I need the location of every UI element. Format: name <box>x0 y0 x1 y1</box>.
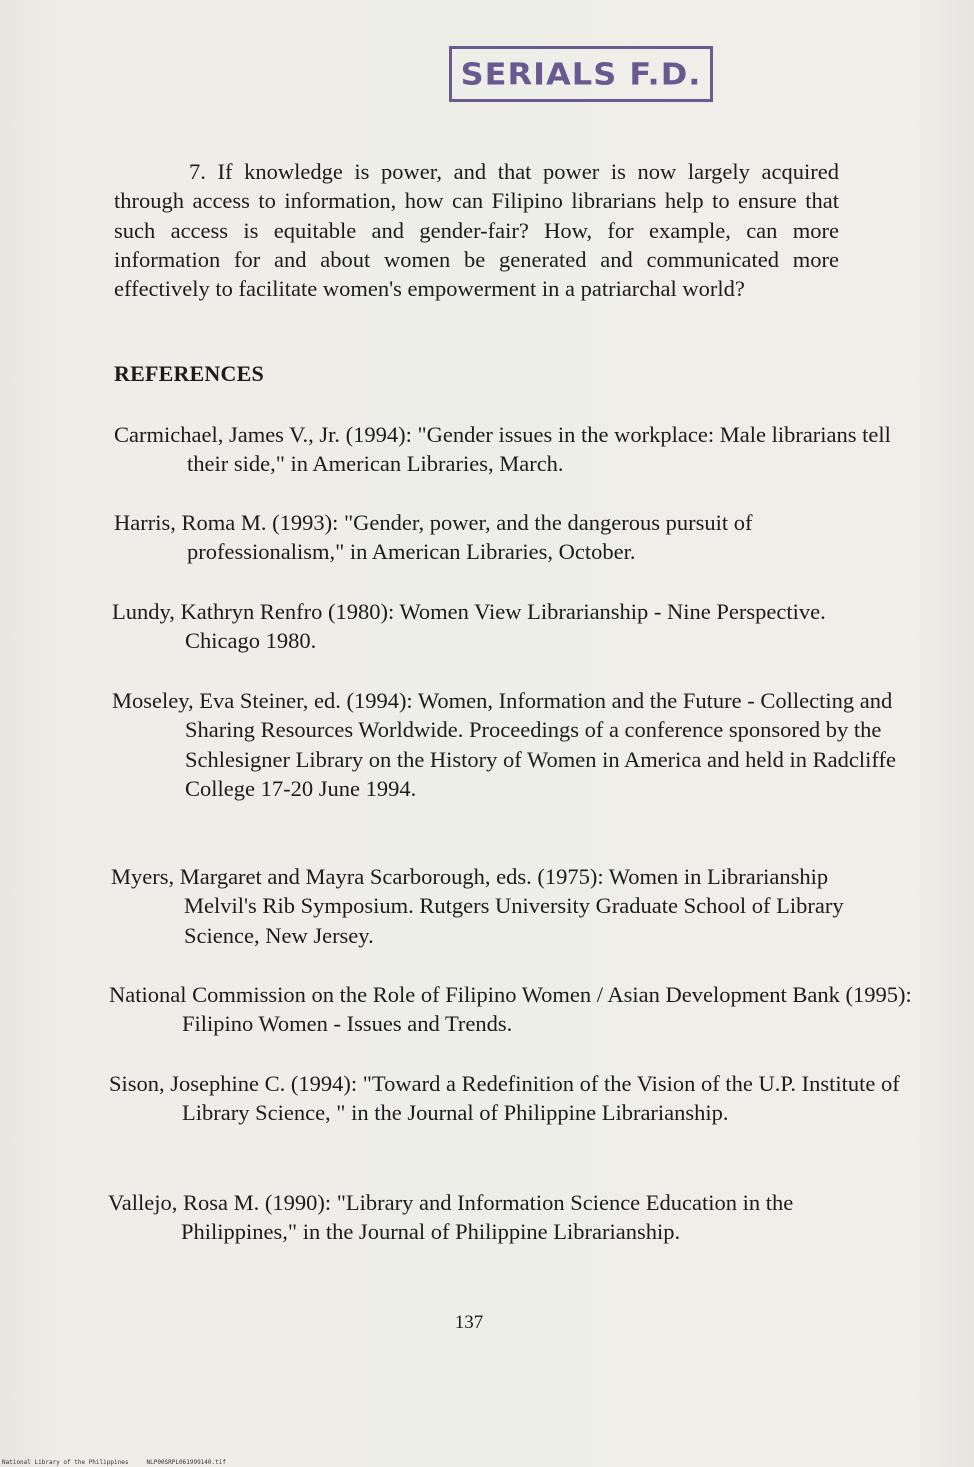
serials-stamp-text: SERIALS F.D. <box>460 55 702 93</box>
reference-item: National Commission on the Role of Filipino Women / Asian Development Bank (1995): Filipino Women - Issues and Trends. <box>109 982 912 1037</box>
reference-item: Vallejo, Rosa M. (1990): "Library and Information Science Education in the Philippines," in the Journal of Philippine Librarianship. <box>108 1190 794 1245</box>
footer-source: National Library of the Philippines <box>2 1459 129 1466</box>
reference-item: Myers, Margaret and Mayra Scarborough, eds. (1975): Women in Librarianship Melvil's Rib Symposium. Rutgers University Graduate School of Library Science, New Jersey. <box>111 864 844 948</box>
serials-stamp <box>449 46 713 102</box>
scan-footer <box>2 1459 226 1466</box>
reference-item: Moseley, Eva Steiner, ed. (1994): Women, Information and the Future - Collecting and Sharing Resources Worldwide. Proceedings of a conference sponsored by the Schlesigner Library on the History of Women in America and held in Radcliffe College 17-20 June 1994. <box>112 688 896 801</box>
reference-item: Harris, Roma M. (1993): "Gender, power, and the dangerous pursuit of professionalism," in American Libraries, October. <box>114 510 753 565</box>
question-paragraph: 7. If knowledge is power, and that power is now largely acquired through access to information, how can Filipino librarians help to ensure that such access is equitable and gender-fair? How, for example, can more information for and about women be generated and communicated more effectively to facilitate women's empowerment in a patriarchal world? <box>114 159 839 302</box>
reference-item: Sison, Josephine C. (1994): "Toward a Redefinition of the Vision of the U.P. Institute of Library Science, " in the Journal of Philippine Librarianship. <box>109 1071 900 1126</box>
reference-item: Lundy, Kathryn Renfro (1980): Women View Librarianship - Nine Perspective. Chicago 1980. <box>112 599 826 654</box>
reference-item: Carmichael, James V., Jr. (1994): "Gender issues in the workplace: Male librarians tell their side," in American Libraries, March. <box>114 422 891 477</box>
references-heading: REFERENCES <box>114 361 264 386</box>
footer-file: NLP00SRPL061999140.tif <box>146 1459 226 1466</box>
page-number: 137 <box>454 1312 484 1333</box>
